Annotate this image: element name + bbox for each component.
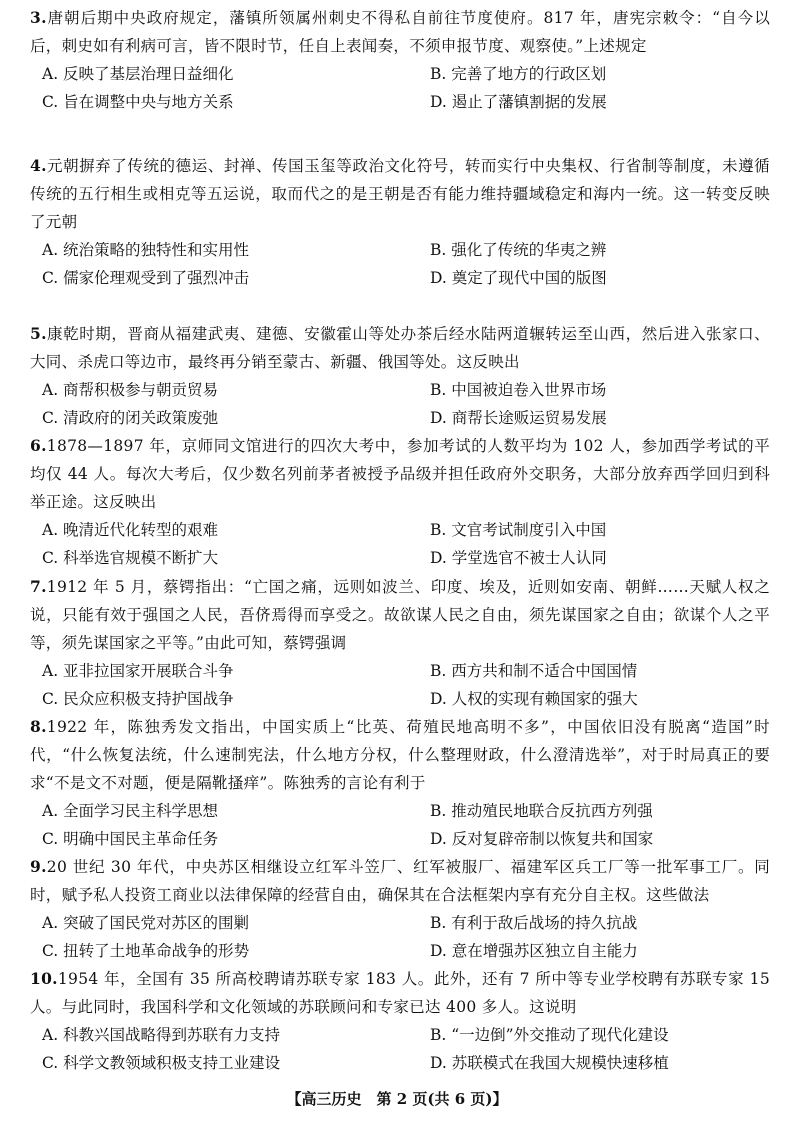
option-row xyxy=(30,1049,770,1077)
question-number: 9. xyxy=(30,857,47,876)
option-d: D. 人权的实现有赖国家的强大 xyxy=(430,690,638,708)
option-row xyxy=(30,909,770,937)
option-row xyxy=(30,236,770,264)
question-9 xyxy=(30,853,770,965)
question-stem xyxy=(30,320,770,376)
question-number: 3. xyxy=(30,8,47,27)
option-a: A. 商帮积极参与朝贡贸易 xyxy=(42,381,219,399)
option-row xyxy=(30,544,770,572)
option-a: A. 全面学习民主科学思想 xyxy=(42,802,219,820)
option-row xyxy=(30,937,770,965)
option-b: B. 西方共和制不适合中国国情 xyxy=(430,662,638,680)
option-a: A. 亚非拉国家开展联合斗争 xyxy=(42,662,234,680)
option-d: D. 意在增强苏区独立自主能力 xyxy=(430,942,638,960)
option-c: C. 扭转了土地革命战争的形势 xyxy=(42,942,250,960)
question-7 xyxy=(30,573,770,713)
question-stem xyxy=(30,152,770,236)
question-text: 元朝摒弃了传统的德运、封禅、传国玉玺等政治文化符号，转而实行中央集权、行省制等制度，未遵循传统的五行相生或相克等五运说，取而代之的是王朝是否有能力维持疆域稳定和海内一统。这一转变反映了元朝 xyxy=(30,157,770,231)
option-c: C. 科学文教领域积极支持工业建设 xyxy=(42,1054,281,1072)
question-4 xyxy=(30,152,770,292)
question-3 xyxy=(30,4,770,116)
question-number: 4. xyxy=(30,156,47,175)
question-number: 5. xyxy=(30,324,47,343)
option-d: D. 学堂选官不被士人认同 xyxy=(430,549,607,567)
option-row xyxy=(30,1021,770,1049)
option-d: D. 苏联模式在我国大规模快速移植 xyxy=(430,1054,669,1072)
option-row xyxy=(30,797,770,825)
option-c: C. 科举选官规模不断扩大 xyxy=(42,549,219,567)
question-8 xyxy=(30,713,770,853)
question-5 xyxy=(30,320,770,432)
option-d: D. 反对复辟帝制以恢复共和国家 xyxy=(430,830,654,848)
option-row xyxy=(30,685,770,713)
question-text: 1954 年，全国有 35 所高校聘请苏联专家 183 人。此外，还有 7 所中等专业学校聘有苏联专家 15 人。与此同时，我国科学和文化领域的苏联顾问和专家已达 400 多人。这说明 xyxy=(30,970,770,1016)
question-text: 1912 年 5 月，蔡锷指出：“亡国之痛，远则如波兰、印度、埃及，近则如安南、朝鲜……天赋人权之说，只能有效于强国之人民，吾侪焉得而享受之。故欲谋人民之自由，须先谋国家之自由；欲谋个人之平等，须先谋国家之平等。”由此可知，蔡锷强调 xyxy=(30,578,770,652)
option-c: C. 明确中国民主革命任务 xyxy=(42,830,219,848)
question-stem xyxy=(30,573,770,657)
question-stem xyxy=(30,853,770,909)
option-row xyxy=(30,60,770,88)
question-number: 7. xyxy=(30,577,47,596)
question-10 xyxy=(30,965,770,1077)
option-b: B. 强化了传统的华夷之辨 xyxy=(430,241,607,259)
option-b: B. 完善了地方的行政区划 xyxy=(430,65,607,83)
question-stem xyxy=(30,713,770,797)
question-text: 康乾时期，晋商从福建武夷、建德、安徽霍山等处办茶后经水陆两道辗转运至山西，然后进入张家口、大同、杀虎口等边市，最终再分销至蒙古、新疆、俄国等处。这反映出 xyxy=(30,325,770,371)
option-row xyxy=(30,404,770,432)
option-row xyxy=(30,516,770,544)
option-b: B. 中国被迫卷入世界市场 xyxy=(430,381,607,399)
question-text: 20 世纪 30 年代，中央苏区相继设立红军斗笠厂、红军被服厂、福建军区兵工厂等一批军事工厂。同时，赋予私人投资工商业以法律保障的经营自由，确保其在合法框架内享有充分自主权。这些做法 xyxy=(30,858,770,904)
option-row xyxy=(30,657,770,685)
option-c: C. 儒家伦理观受到了强烈冲击 xyxy=(42,269,250,287)
question-stem xyxy=(30,4,770,60)
question-number: 8. xyxy=(30,717,47,736)
option-b: B. 推动殖民地联合反抗西方列强 xyxy=(430,802,653,820)
option-c: C. 旨在调整中央与地方关系 xyxy=(42,93,234,111)
option-b: B. “一边倒”外交推动了现代化建设 xyxy=(430,1026,669,1044)
question-text: 1922 年，陈独秀发文指出，中国实质上“比英、荷殖民地高明不多”，中国依旧没有脱离“造国”时代，“什么恢复法统，什么速制宪法，什么地方分权，什么整理财政，什么澄清选举”，对于时局真正的要求“不是文不对题，便是隔靴搔痒”。陈独秀的言论有利于 xyxy=(30,718,770,792)
option-a: A. 科教兴国战略得到苏联有力支持 xyxy=(42,1026,281,1044)
option-d: D. 遏止了藩镇割据的发展 xyxy=(430,93,607,111)
option-a: A. 突破了国民党对苏区的围剿 xyxy=(42,914,250,932)
question-6 xyxy=(30,432,770,572)
option-c: C. 民众应积极支持护国战争 xyxy=(42,690,234,708)
option-row xyxy=(30,825,770,853)
question-text: 1878—1897 年，京师同文馆进行的四次大考中，参加考试的人数平均为 102 人，参加西学考试的平均仅 44 人。每次大考后，仅少数名列前茅者被授予品级并担任政府外交职务，大部分放弃西学回归到科举正途。这反映出 xyxy=(30,437,770,511)
option-a: A. 晚清近代化转型的艰难 xyxy=(42,521,219,539)
option-a: A. 统治策略的独特性和实用性 xyxy=(42,241,250,259)
question-text: 唐朝后期中央政府规定，藩镇所领属州刺史不得私自前往节度使府。817 年，唐宪宗敕令：“自今以后，刺史如有利病可言，皆不限时节，任自上表闻奏，不须申报节度、观察使。”上述规定 xyxy=(30,9,770,55)
option-d: D. 商帮长途贩运贸易发展 xyxy=(430,409,607,427)
question-stem xyxy=(30,965,770,1021)
option-b: B. 文官考试制度引入中国 xyxy=(430,521,607,539)
question-stem xyxy=(30,432,770,516)
option-d: D. 奠定了现代中国的版图 xyxy=(430,269,607,287)
page-footer: 【高三历史 第 2 页(共 6 页)】 xyxy=(286,1090,508,1108)
question-number: 6. xyxy=(30,436,47,455)
option-c: C. 清政府的闭关政策废弛 xyxy=(42,409,219,427)
option-b: B. 有利于敌后战场的持久抗战 xyxy=(430,914,638,932)
option-row xyxy=(30,88,770,116)
option-a: A. 反映了基层治理日益细化 xyxy=(42,65,234,83)
option-row xyxy=(30,264,770,292)
question-number: 10. xyxy=(30,969,58,988)
option-row xyxy=(30,376,770,404)
